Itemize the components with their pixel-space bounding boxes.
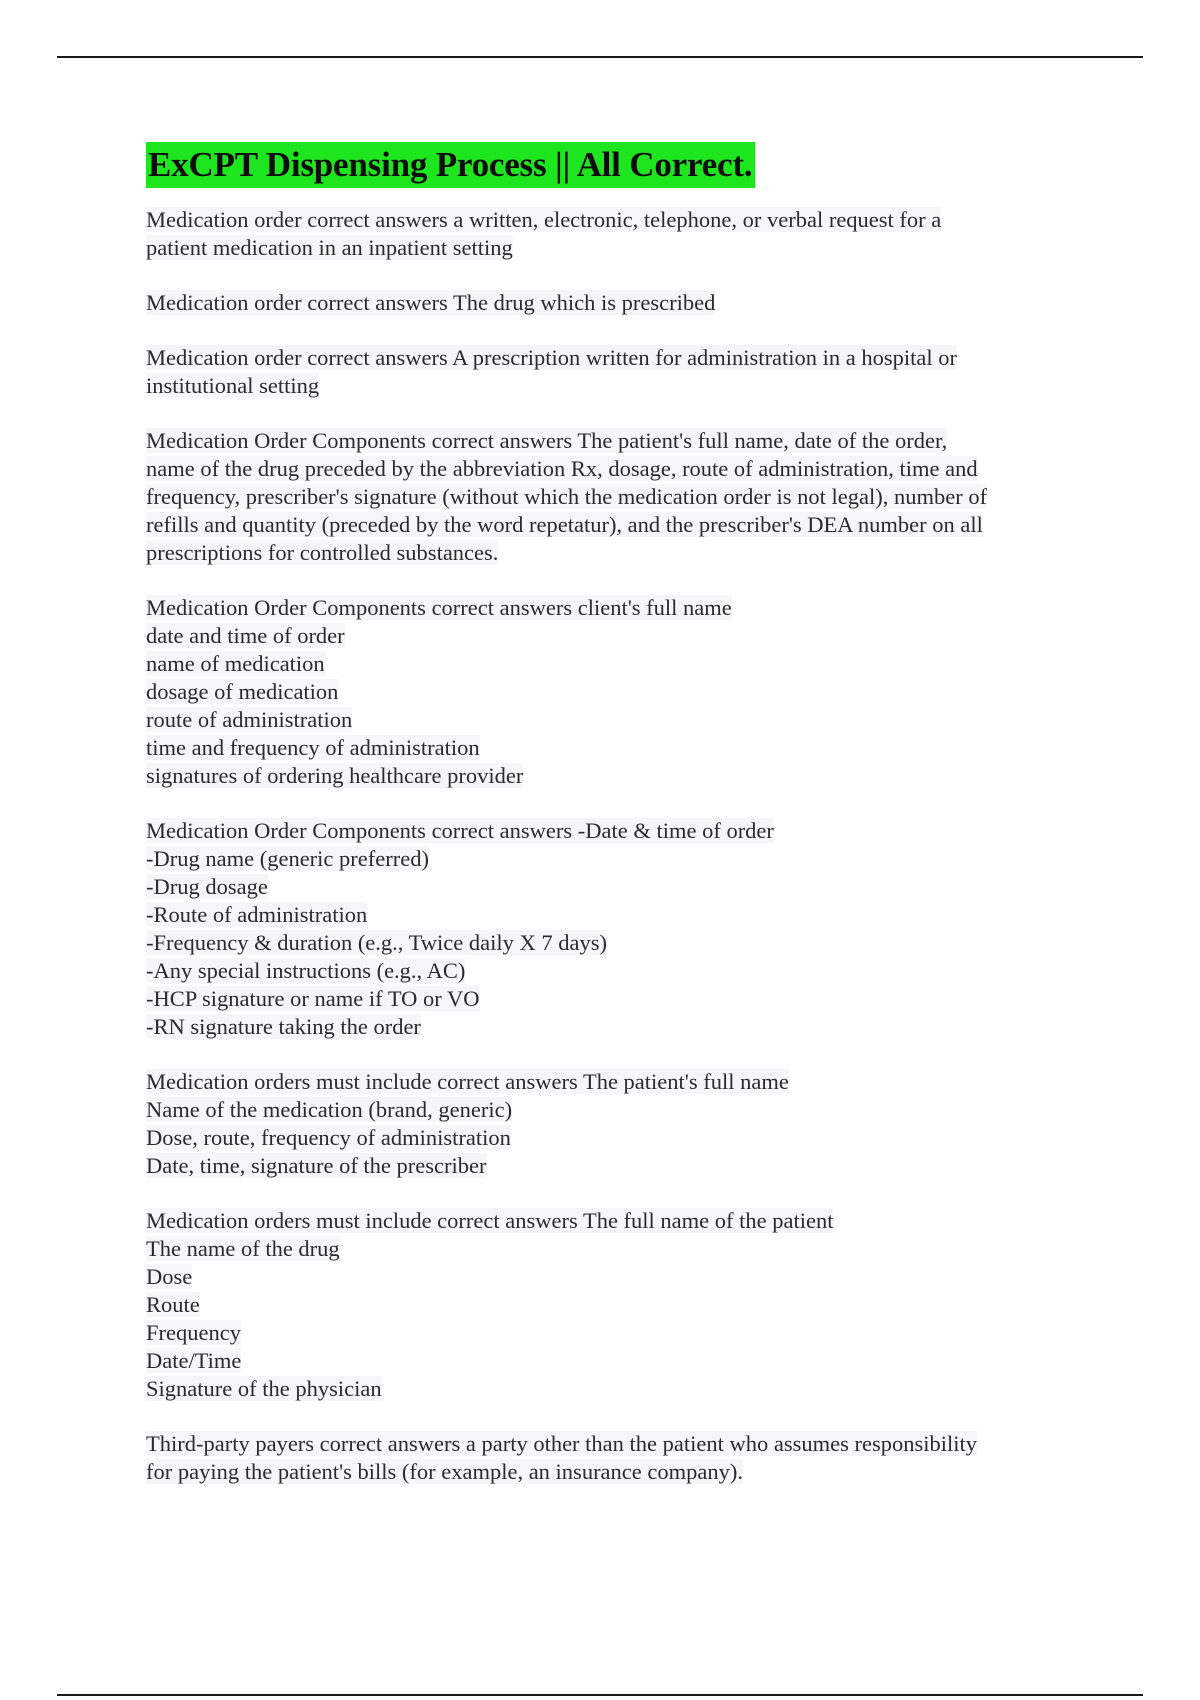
entry-text: Route <box>146 1292 200 1317</box>
entry-text-line <box>146 929 1076 957</box>
entry-text-line <box>146 483 1076 511</box>
flashcard-entry <box>146 817 1076 1041</box>
entry-text: Medication order correct answers a written, electronic, telephone, or verbal request for a <box>146 207 942 232</box>
flashcard-entry <box>146 427 1076 567</box>
entry-text-line <box>146 1375 1076 1403</box>
entry-text-line <box>146 511 1076 539</box>
entry-text-line <box>146 1319 1076 1347</box>
entry-text-line <box>146 206 1076 234</box>
entry-text-line <box>146 1068 1076 1096</box>
entry-text: Medication order correct answers The drug which is prescribed <box>146 290 716 315</box>
entry-text: Dose, route, frequency of administration <box>146 1125 511 1150</box>
entry-text: Medication orders must include correct answers The patient's full name <box>146 1069 789 1094</box>
entry-text-line <box>146 1458 1076 1486</box>
entry-text: time and frequency of administration <box>146 735 480 760</box>
document-body <box>146 142 1076 1513</box>
flashcard-entry <box>146 1207 1076 1403</box>
entry-text: signatures of ordering healthcare provider <box>146 763 524 788</box>
entry-text-line <box>146 1096 1076 1124</box>
entry-text: route of administration <box>146 707 353 732</box>
entry-text: frequency, prescriber's signature (without which the medication order is not legal), number of <box>146 484 988 509</box>
entry-text: -Drug dosage <box>146 874 268 899</box>
entry-text-line <box>146 427 1076 455</box>
entry-text-line <box>146 817 1076 845</box>
entry-text: -Route of administration <box>146 902 368 927</box>
entry-text-line <box>146 957 1076 985</box>
entry-text: -RN signature taking the order <box>146 1014 421 1039</box>
entry-text-line <box>146 234 1076 262</box>
entry-text-line <box>146 985 1076 1013</box>
entry-text-line <box>146 1207 1076 1235</box>
entry-text: Frequency <box>146 1320 241 1345</box>
flashcard-entry <box>146 206 1076 262</box>
flashcard-entry <box>146 344 1076 400</box>
flashcard-entry <box>146 289 1076 317</box>
entry-text-line <box>146 1291 1076 1319</box>
entry-text-line <box>146 734 1076 762</box>
entry-text: The name of the drug <box>146 1236 340 1261</box>
entry-text: Medication order correct answers A prescription written for administration in a hospital or <box>146 345 958 370</box>
flashcard-list <box>146 206 1076 1486</box>
entry-text-line <box>146 901 1076 929</box>
entry-text-line <box>146 845 1076 873</box>
entry-text: Medication orders must include correct answers The full name of the patient <box>146 1208 834 1233</box>
entry-text-line <box>146 762 1076 790</box>
entry-text: Medication Order Components correct answers The patient's full name, date of the order, <box>146 428 948 453</box>
document-title: ExCPT Dispensing Process || All Correct. <box>146 142 755 188</box>
entry-text: -HCP signature or name if TO or VO <box>146 986 480 1011</box>
flashcard-entry <box>146 1068 1076 1180</box>
flashcard-entry <box>146 1430 1076 1486</box>
entry-text-line <box>146 289 1076 317</box>
entry-text-line <box>146 706 1076 734</box>
entry-text: Third-party payers correct answers a party other than the patient who assumes responsibility <box>146 1431 977 1456</box>
entry-text: refills and quantity (preceded by the word repetatur), and the prescriber's DEA number on all <box>146 512 983 537</box>
entry-text: -Frequency & duration (e.g., Twice daily X 7 days) <box>146 930 608 955</box>
entry-text: Date/Time <box>146 1348 242 1373</box>
entry-text-line <box>146 455 1076 483</box>
entry-text: Name of the medication (brand, generic) <box>146 1097 513 1122</box>
entry-text: dosage of medication <box>146 679 339 704</box>
entry-text-line <box>146 1124 1076 1152</box>
flashcard-entry <box>146 594 1076 790</box>
entry-text-line <box>146 594 1076 622</box>
entry-text-line <box>146 1235 1076 1263</box>
entry-text: prescriptions for controlled substances. <box>146 540 499 565</box>
entry-text-line <box>146 1430 1076 1458</box>
entry-text: institutional setting <box>146 373 320 398</box>
entry-text-line <box>146 873 1076 901</box>
entry-text-line <box>146 372 1076 400</box>
entry-text: Medication Order Components correct answers client's full name <box>146 595 732 620</box>
entry-text-line <box>146 1263 1076 1291</box>
entry-text-line <box>146 539 1076 567</box>
entry-text: Dose <box>146 1264 193 1289</box>
entry-text: date and time of order <box>146 623 345 648</box>
entry-text: Signature of the physician <box>146 1376 382 1401</box>
bottom-rule <box>57 1694 1143 1696</box>
entry-text: -Any special instructions (e.g., AC) <box>146 958 466 983</box>
entry-text-line <box>146 650 1076 678</box>
entry-text: name of the drug preceded by the abbreviation Rx, dosage, route of administration, time and <box>146 456 978 481</box>
entry-text-line <box>146 1152 1076 1180</box>
entry-text: Date, time, signature of the prescriber <box>146 1153 487 1178</box>
entry-text-line <box>146 344 1076 372</box>
entry-text: name of medication <box>146 651 325 676</box>
top-rule <box>57 56 1143 58</box>
entry-text: Medication Order Components correct answers -Date & time of order <box>146 818 774 843</box>
entry-text: patient medication in an inpatient setting <box>146 235 513 260</box>
entry-text-line <box>146 1347 1076 1375</box>
entry-text-line <box>146 1013 1076 1041</box>
entry-text: -Drug name (generic preferred) <box>146 846 429 871</box>
entry-text-line <box>146 678 1076 706</box>
entry-text-line <box>146 622 1076 650</box>
entry-text: for paying the patient's bills (for example, an insurance company). <box>146 1459 743 1484</box>
